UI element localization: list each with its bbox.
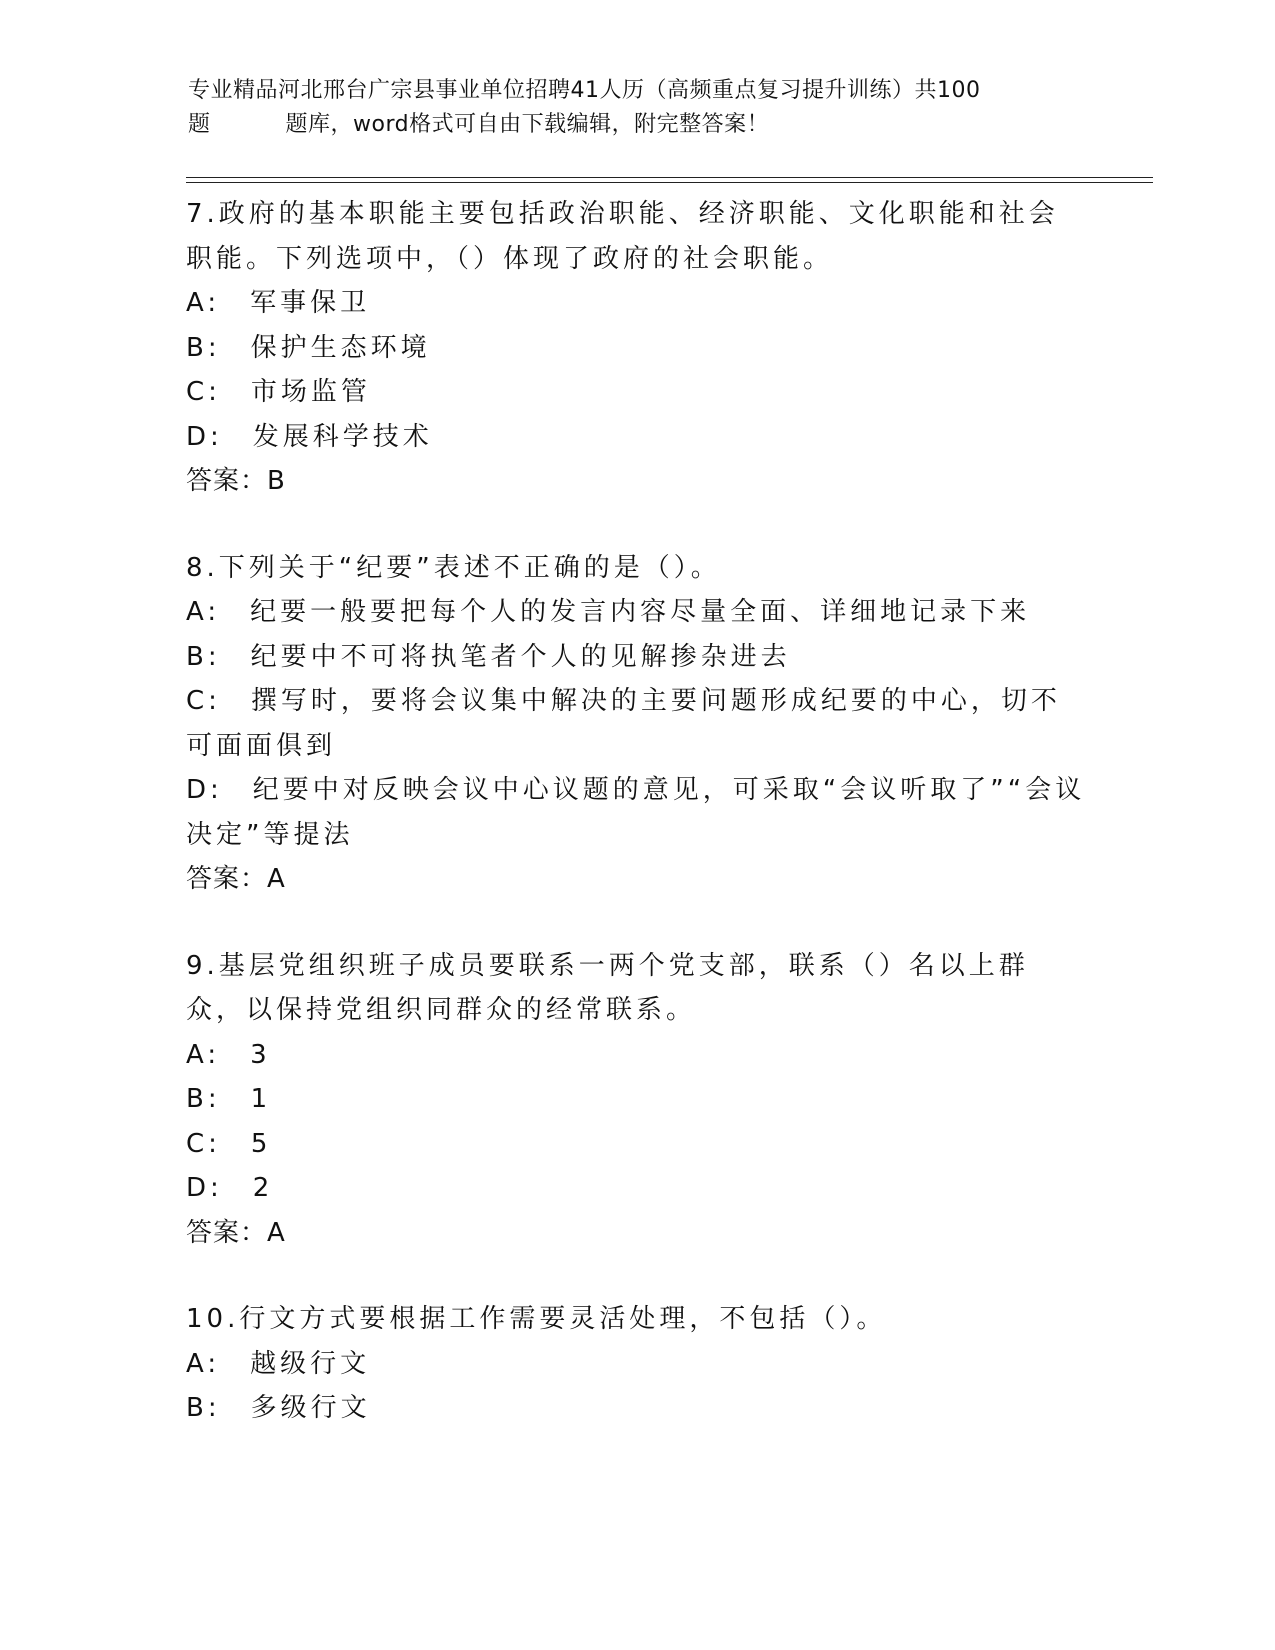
option-d: D: 纪要中对反映会议中心议题的意见，可采取“会议听取了”“会议决定”等提法	[186, 775, 1086, 850]
question-8	[186, 546, 1086, 902]
question-stem: 7.政府的基本职能主要包括政治职能、经济职能、文化职能和社会职能。下列选项中，（）体现了政府的社会职能。	[186, 199, 1059, 274]
question-7	[186, 192, 1086, 504]
option-a: A: 军事保卫	[186, 288, 371, 318]
option-b: B: 多级行文	[186, 1393, 371, 1423]
option-b: B: 1	[186, 1084, 272, 1114]
answer: 答案：B	[186, 466, 286, 496]
header-divider-top	[186, 177, 1153, 178]
document-header	[188, 74, 1068, 142]
option-b: B: 保护生态环境	[186, 332, 431, 363]
question-stem: 9.基层党组织班子成员要联系一两个党支部，联系（）名以上群众，以保持党组织同群众的经常联系。	[186, 950, 1029, 1025]
option-a: A: 越级行文	[186, 1348, 371, 1379]
option-c: C: 市场监管	[186, 377, 371, 407]
answer: 答案：A	[186, 1217, 286, 1248]
question-9	[186, 944, 1086, 1256]
option-b: B: 纪要中不可将执笔者个人的见解掺杂进去	[186, 641, 791, 672]
question-10	[186, 1297, 1086, 1431]
option-d: D: 发展科学技术	[186, 421, 433, 452]
header-line-2	[188, 108, 1068, 142]
question-stem: 10.行文方式要根据工作需要灵活处理，不包括（）。	[186, 1304, 887, 1334]
option-a: A: 3	[186, 1039, 271, 1070]
header-line-2-start: 题	[188, 112, 211, 137]
question-list	[186, 192, 1086, 1473]
option-a: A: 纪要一般要把每个人的发言内容尽量全面、详细地记录下来	[186, 597, 1031, 627]
header-divider-bottom	[186, 182, 1153, 183]
answer: 答案：A	[186, 864, 286, 894]
option-d: D: 2	[186, 1173, 274, 1203]
header-line-1: 专业精品河北邢台广宗县事业单位招聘41人历（高频重点复习提升训练）共100	[188, 78, 981, 103]
option-c: C: 撰写时，要将会议集中解决的主要问题形成纪要的中心，切不可面面俱到	[186, 686, 1061, 761]
option-c: C: 5	[186, 1128, 272, 1159]
question-stem: 8.下列关于“纪要”表述不正确的是（）。	[186, 552, 721, 583]
header-line-2-rest: 题库，word格式可自由下载编辑，附完整答案！	[285, 112, 770, 137]
